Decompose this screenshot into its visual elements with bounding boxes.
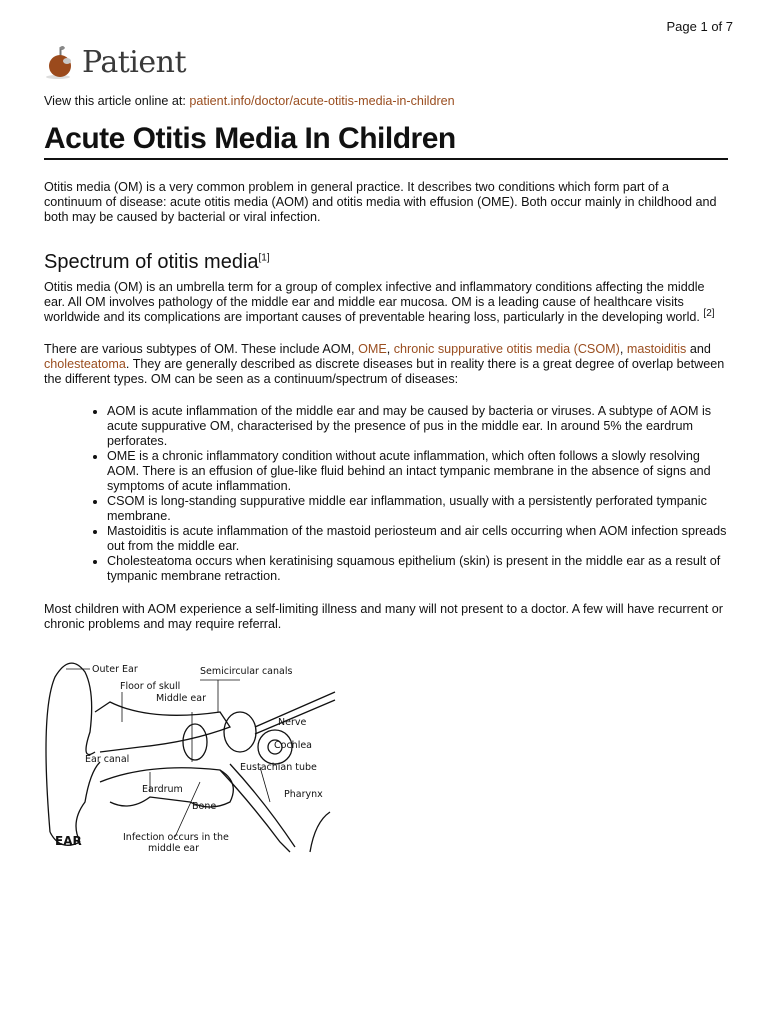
label-semicircular-canals: Semicircular canals bbox=[200, 666, 293, 677]
text: and bbox=[686, 342, 711, 356]
label-infection-line1: Infection occurs in the bbox=[123, 832, 229, 843]
text: , bbox=[386, 342, 394, 356]
para1-text: Otitis media (OM) is an umbrella term for a group of complex infective and inflammatory conditions affecting the middle ear. All OM involves pathology of the middle ear and middle ear mucosa. OM is a leading cause of healthcare visits worldwide and its complications are important causes of preventable hearing loss, particularly in the developing world. bbox=[44, 280, 705, 324]
label-infection-line2: middle ear bbox=[148, 843, 200, 854]
list-item: • Cholesteatoma occurs when keratinising squamous epithelium (skin) is present in the middle ear as a result of tympanic membrane retraction. bbox=[107, 554, 728, 584]
mastoiditis-link[interactable]: mastoiditis bbox=[626, 342, 687, 356]
section-heading-text: Spectrum of otitis media bbox=[44, 251, 259, 273]
section-heading bbox=[44, 250, 728, 274]
list-item: • OME is a chronic inflammatory condition without acute inflammation, which often follows a slowly resolving AOM. There is an effusion of glue-like fluid behind an intact tympanic membrane in the absence of signs and symptoms of acute inflammation. bbox=[107, 449, 728, 494]
reference-1-link[interactable]: [1] bbox=[258, 252, 270, 264]
label-outer-ear: Outer Ear bbox=[92, 664, 138, 675]
paragraph-om-definition bbox=[44, 280, 728, 325]
paragraph-children: Most children with AOM experience a self-limiting illness and many will not present to a doctor. A few will have recurrent or chronic problems and may require referral. bbox=[44, 602, 723, 631]
label-floor-of-skull: Floor of skull bbox=[120, 681, 181, 692]
label-eardrum: Eardrum bbox=[142, 784, 183, 795]
subtype-list bbox=[44, 404, 728, 584]
text: . They are generally described as discrete diseases but in reality there is a great degree of overlap between the different types. OM can be seen as a continuum/spectrum of diseases: bbox=[44, 357, 725, 386]
cholesteatoma-link[interactable]: cholesteatoma bbox=[44, 357, 126, 371]
label-middle-ear: Middle ear bbox=[156, 693, 206, 704]
reference-2-link[interactable]: [2] bbox=[703, 307, 715, 319]
text: There are various subtypes of OM. These include AOM, bbox=[44, 342, 359, 356]
label-ear-canal: Ear canal bbox=[85, 754, 130, 765]
online-label: View this article online at: bbox=[44, 94, 186, 108]
page-number: Page 1 of 7 bbox=[666, 19, 733, 34]
patient-logo bbox=[44, 44, 186, 80]
list-item: • CSOM is long-standing suppurative middle ear inflammation, usually with a persistently perforated tympanic membrane. bbox=[107, 494, 728, 524]
csom-link[interactable]: chronic suppurative otitis media (CSOM) bbox=[393, 342, 620, 356]
online-link-line bbox=[44, 94, 728, 109]
label-eustachian-tube: Eustachian tube bbox=[240, 762, 317, 773]
logo-text: Patient bbox=[82, 44, 187, 80]
list-item: • AOM is acute inflammation of the middle ear and may be caused by bacteria or viruses. A subtype of AOM is acute suppurative OM, characterised by the presence of pus in the middle ear. In around 5% the eardrum perforates. bbox=[107, 404, 728, 449]
label-bone: Bone bbox=[192, 801, 217, 812]
ear-diagram bbox=[40, 652, 340, 862]
ome-link[interactable]: OME bbox=[358, 342, 387, 356]
label-ear-title: EAR bbox=[55, 834, 82, 848]
article bbox=[44, 94, 728, 632]
paragraph-subtypes bbox=[44, 342, 728, 387]
text: , bbox=[619, 342, 627, 356]
apple-icon bbox=[44, 44, 78, 80]
page-title: Acute Otitis Media In Children bbox=[44, 121, 728, 160]
article-url-link[interactable]: patient.info/doctor/acute-otitis-media-in-children bbox=[189, 94, 455, 108]
label-cochlea: Cochlea bbox=[274, 740, 312, 751]
intro-paragraph: Otitis media (OM) is a very common problem in general practice. It describes two conditions which form part of a continuum of disease: acute otitis media (AOM) and otitis media with effusion (OME). Both occur mainly in childhood and both may be caused by bacterial or viral infection. bbox=[44, 180, 717, 224]
list-item: • Mastoiditis is acute inflammation of the mastoid periosteum and air cells occurring when AOM infection spreads out from the middle ear. bbox=[107, 524, 728, 554]
label-nerve: Nerve bbox=[278, 717, 307, 728]
label-pharynx: Pharynx bbox=[284, 789, 323, 800]
